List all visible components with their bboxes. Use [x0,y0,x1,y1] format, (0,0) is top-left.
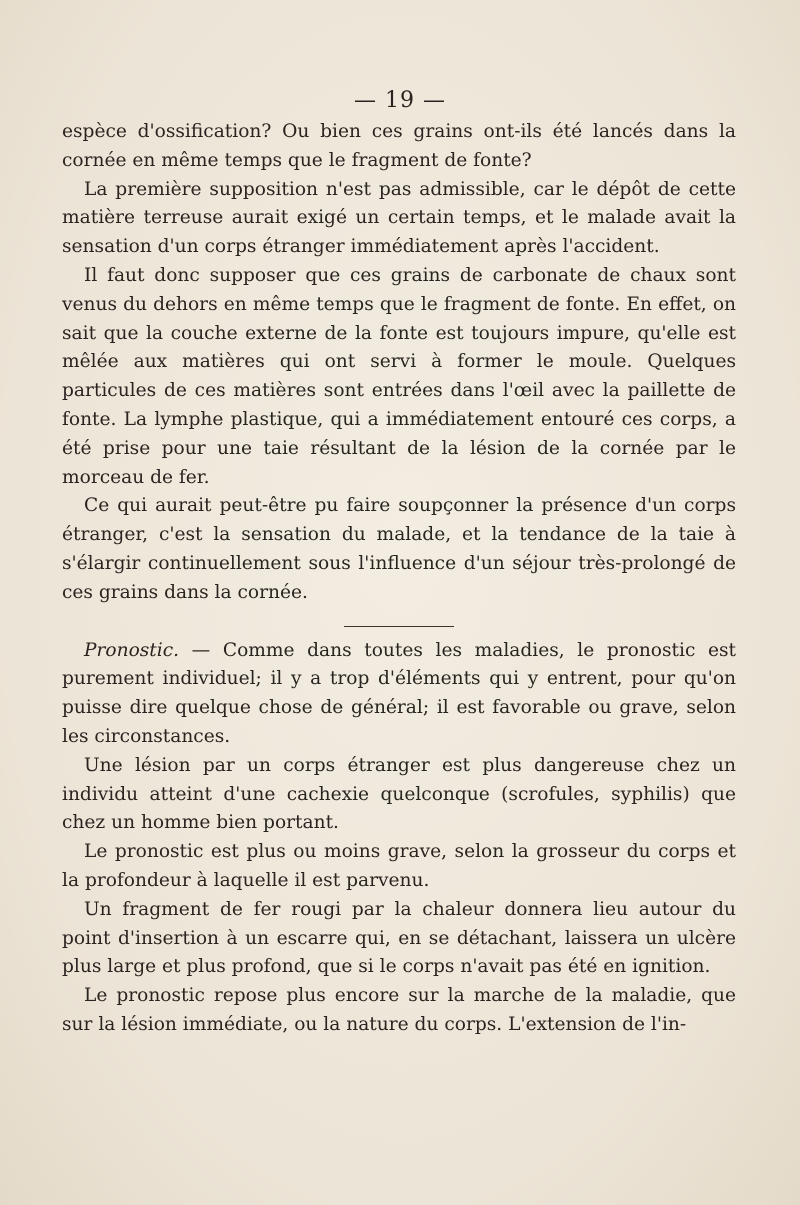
section-divider [344,626,454,627]
section-paragraph-pronostic [62,637,736,752]
paragraph: Le pronostic repose plus encore sur la marche de la maladie, que sur la lésion immédiate, ou la nature du corps. L'extension de l'in- [62,985,736,1035]
paragraph: Ce qui aurait peut-être pu faire soupçonner la présence d'un corps étranger, c'est la sensation du malade, et la tendance de la taie à s'élargir continuellement sous l'influence d'un séjour très-prolongé de ces grains dans la cornée. [62,495,736,603]
paragraph: Il faut donc supposer que ces grains de carbonate de chaux sont venus du dehors en même temps que le fragment de fonte. En effet, on sait que la couche externe de la fonte est toujours impure, qu'elle est mêlée aux matières qui ont servi à former le moule. Quelques particules de ces matières sont entrées dans l'œil avec la paillette de fonte. La lymphe plastique, qui a immédiatement entouré ces corps, a été prise pour une taie résultant de la lésion de la cornée par le morceau de fer. [62,264,736,488]
section-label: Pronostic. [84,639,180,661]
paragraph: La première supposition n'est pas admissible, car le dépôt de cette matière terreuse aurait exigé un certain temps, et le malade avait la sensation d'un corps étranger immédiatement après l'accident. [62,178,736,258]
page-number: — 19 — [354,88,446,113]
paragraph: Un fragment de fer rougi par la chaleur donnera lieu autour du point d'insertion à un escarre qui, en se détachant, laissera un ulcère plus large et plus profond, que si le corps n'avait pas été en ignition. [62,898,736,978]
section-lead-text: — Comme dans toutes les maladies, le pronostic est purement individuel; il y a trop d'éléments qui y entrent, pour qu'on puisse dire quelque chose de général; il est favorable ou grave, selon les circonstances. [62,639,736,747]
paragraph: Une lésion par un corps étranger est plus dangereuse chez un individu atteint d'une cachexie quelconque (scrofules, syphilis) que chez un homme bien portant. [62,754,736,834]
paragraph: Le pronostic est plus ou moins grave, selon la grosseur du corps et la profondeur à laquelle il est parvenu. [62,841,736,891]
body-text [62,118,736,1040]
paragraph: espèce d'ossification? Ou bien ces grains ont-ils été lancés dans la cornée en même temps que le fragment de fonte? [62,121,736,171]
